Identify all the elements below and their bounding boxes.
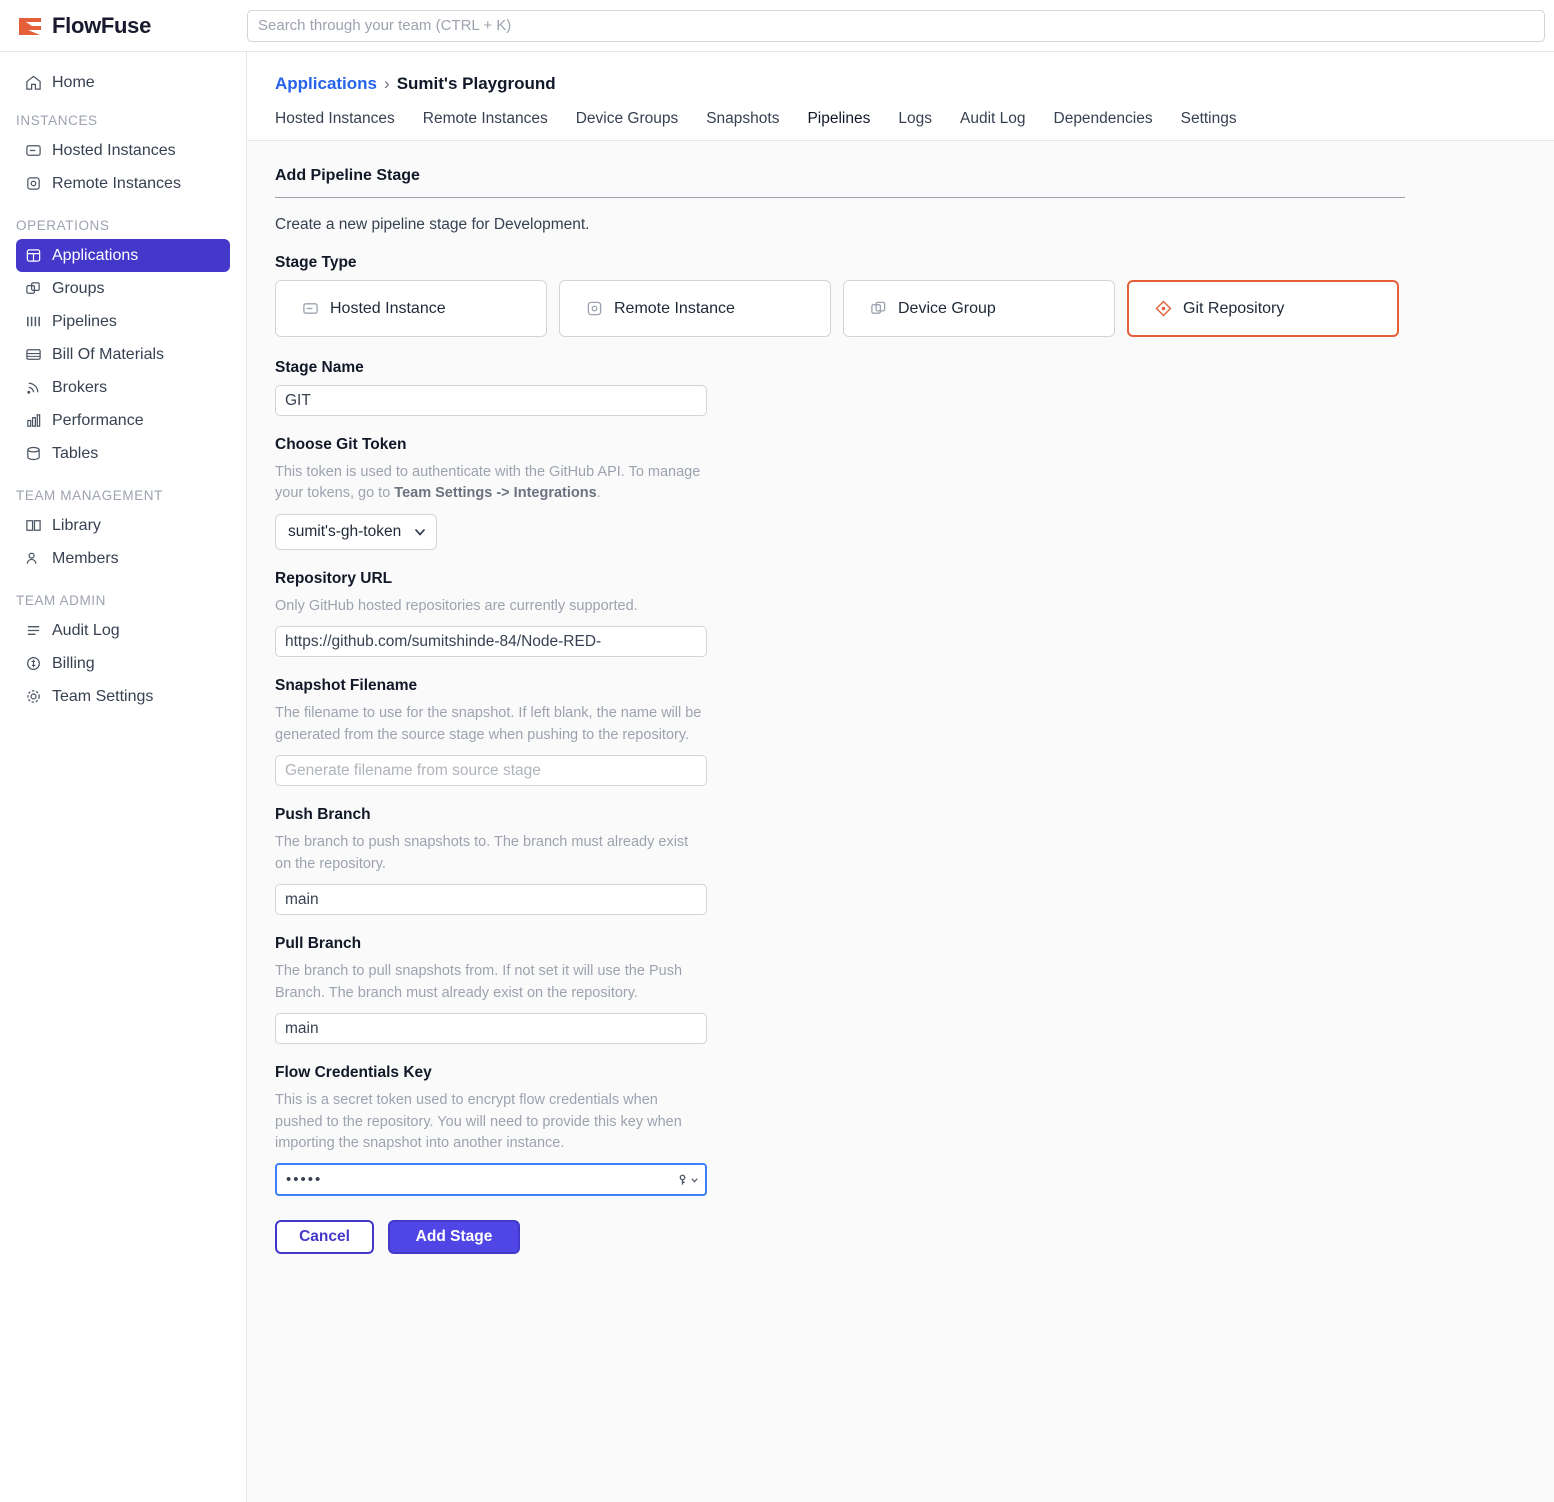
hosted-instance-icon: [302, 300, 320, 318]
body: [0, 52, 1554, 1502]
cancel-button[interactable]: Cancel: [275, 1220, 374, 1254]
sidebar-item-tables[interactable]: [16, 437, 230, 470]
flow-credentials-key-label: Flow Credentials Key: [275, 1064, 432, 1082]
main-panel: [247, 52, 1554, 1502]
sidebar-section-team-admin: TEAM ADMIN: [16, 593, 107, 608]
stage-type-options: [275, 280, 1526, 337]
sidebar-item-label: Applications: [52, 246, 139, 264]
sidebar-item-home[interactable]: [16, 66, 230, 99]
sidebar-section-instances: INSTANCES: [16, 113, 98, 128]
tab-bar: [247, 94, 1554, 141]
git-repository-icon: [1155, 300, 1173, 318]
flow-credentials-key-input-wrap: [275, 1163, 707, 1196]
applications-icon: [24, 247, 42, 265]
tab-audit-log[interactable]: Audit Log: [960, 110, 1026, 127]
tab-dependencies[interactable]: Dependencies: [1053, 110, 1153, 127]
sidebar-item-label: Performance: [52, 411, 144, 429]
groups-icon: [24, 280, 42, 298]
snapshot-filename-input[interactable]: [275, 755, 707, 786]
breadcrumb-current: Sumit's Playground: [396, 74, 556, 93]
sidebar-item-label: Tables: [52, 444, 99, 462]
title-divider: [275, 197, 1405, 198]
stage-type-hosted-instance[interactable]: [275, 280, 547, 337]
add-stage-button[interactable]: Add Stage: [388, 1220, 520, 1254]
sidebar: [0, 52, 247, 1502]
audit-log-icon: [24, 622, 42, 640]
git-token-label: Choose Git Token: [275, 436, 407, 453]
sidebar-item-label: Hosted Instances: [52, 141, 176, 159]
members-icon: [24, 550, 42, 568]
stage-type-label-text: Hosted Instance: [330, 299, 446, 317]
flow-credentials-key-help: This is a secret token used to encrypt flow credentials when pushed to the repository. You will need to provide this key when importing the snapshot into another instance.: [275, 1092, 682, 1151]
gear-icon: [24, 688, 42, 706]
git-token-help: [275, 462, 705, 505]
git-token-field: [275, 436, 1526, 550]
git-token-select[interactable]: [275, 514, 437, 550]
tab-remote-instances[interactable]: Remote Instances: [422, 110, 548, 127]
stage-type-git-repository[interactable]: [1127, 280, 1399, 337]
performance-icon: [24, 412, 42, 430]
sidebar-item-brokers[interactable]: [16, 371, 230, 404]
push-branch-field: [275, 806, 1526, 915]
pull-branch-label: Pull Branch: [275, 935, 362, 953]
push-branch-label: Push Branch: [275, 806, 371, 824]
push-branch-input[interactable]: [275, 884, 707, 915]
home-icon: [24, 74, 42, 92]
search-input[interactable]: [247, 10, 1545, 42]
tab-snapshots[interactable]: Snapshots: [706, 110, 780, 127]
git-token-help-strong: Team Settings -> Integrations: [394, 485, 597, 502]
sidebar-item-library[interactable]: [16, 509, 230, 542]
repository-url-help: Only GitHub hosted repositories are currently supported.: [275, 597, 638, 614]
remote-instance-icon: [586, 300, 604, 318]
breadcrumb-parent[interactable]: Applications: [275, 74, 378, 93]
sidebar-item-label: Home: [52, 73, 95, 91]
add-pipeline-stage-form: [247, 141, 1554, 1502]
stage-type-label-text: Device Group: [898, 299, 996, 317]
stage-type-label-text: Git Repository: [1183, 299, 1285, 317]
brokers-icon: [24, 379, 42, 397]
stage-type-device-group[interactable]: [843, 280, 1115, 337]
push-branch-help: The branch to push snapshots to. The branch must already exist on the repository.: [275, 834, 689, 872]
sidebar-item-label: Members: [52, 549, 119, 567]
device-group-icon: [870, 300, 888, 318]
breadcrumb: [247, 52, 1554, 94]
git-token-help-prefix: This token is used to authenticate with the GitHub API. To manage your tokens, go to: [275, 464, 701, 502]
sidebar-section-team-management: TEAM MANAGEMENT: [16, 488, 164, 503]
brand[interactable]: [0, 13, 247, 39]
form-actions: [275, 1220, 1526, 1284]
top-bar: [0, 0, 1554, 52]
git-token-help-suffix: .: [596, 485, 601, 502]
sidebar-item-applications[interactable]: [16, 239, 230, 272]
sidebar-item-team-settings[interactable]: [16, 680, 230, 713]
stage-type-label-text: Remote Instance: [614, 299, 735, 317]
page-title: Add Pipeline Stage: [275, 167, 420, 184]
sidebar-item-label: Groups: [52, 279, 105, 297]
stage-name-label: Stage Name: [275, 359, 364, 376]
pull-branch-input[interactable]: [275, 1013, 707, 1044]
tab-hosted-instances[interactable]: Hosted Instances: [275, 110, 395, 127]
sidebar-item-label: Pipelines: [52, 312, 117, 330]
stage-type-label: Stage Type: [275, 254, 357, 271]
hosted-instance-icon: [24, 142, 42, 160]
key-manager-icon[interactable]: [676, 1173, 699, 1186]
sidebar-item-performance[interactable]: [16, 404, 230, 437]
sidebar-item-hosted-instances[interactable]: [16, 134, 230, 167]
breadcrumb-separator: ›: [384, 74, 390, 93]
repository-url-input[interactable]: [275, 626, 707, 657]
billing-icon: [24, 655, 42, 673]
remote-instance-icon: [24, 175, 42, 193]
tab-logs[interactable]: Logs: [898, 110, 932, 127]
brand-name: FlowFuse: [52, 12, 152, 38]
tab-device-groups[interactable]: Device Groups: [575, 110, 679, 127]
sidebar-item-billing[interactable]: [16, 647, 230, 680]
search-container: [247, 10, 1554, 42]
tab-pipelines[interactable]: Pipelines: [807, 110, 871, 127]
sidebar-item-label: Billing: [52, 654, 95, 672]
snapshot-filename-field: [275, 677, 1526, 786]
tab-settings[interactable]: Settings: [1180, 110, 1237, 127]
flow-credentials-key-input[interactable]: [275, 1163, 707, 1196]
library-icon: [24, 517, 42, 535]
repository-url-label: Repository URL: [275, 569, 393, 587]
sidebar-item-label: Bill Of Materials: [52, 345, 165, 363]
sidebar-item-remote-instances[interactable]: [16, 167, 230, 200]
stage-name-field: [275, 359, 1526, 416]
pull-branch-help: The branch to pull snapshots from. If not set it will use the Push Branch. The branch must already exist on the repository.: [275, 963, 683, 1001]
snapshot-filename-label: Snapshot Filename: [275, 677, 418, 695]
repository-url-field: [275, 570, 1526, 657]
pull-branch-field: [275, 935, 1526, 1044]
sidebar-item-label: Remote Instances: [52, 174, 181, 192]
sidebar-item-label: Audit Log: [52, 621, 120, 639]
flow-credentials-key-field: [275, 1064, 1526, 1196]
sidebar-item-bill-of-materials[interactable]: [16, 338, 230, 371]
sidebar-item-pipelines[interactable]: [16, 305, 230, 338]
pipelines-icon: [24, 313, 42, 331]
sidebar-item-label: Brokers: [52, 378, 108, 396]
git-token-selected-value: sumit's-gh-token: [288, 522, 402, 540]
sidebar-item-groups[interactable]: [16, 272, 230, 305]
sidebar-item-members[interactable]: [16, 542, 230, 575]
chevron-down-icon: [413, 525, 426, 538]
tables-icon: [24, 445, 42, 463]
stage-type-remote-instance[interactable]: [559, 280, 831, 337]
snapshot-filename-help: The filename to use for the snapshot. If left blank, the name will be generated from the source stage when pushing to the repository.: [275, 705, 702, 743]
sidebar-item-label: Team Settings: [52, 687, 154, 705]
form-subtitle: Create a new pipeline stage for Development.: [275, 216, 590, 233]
bill-of-materials-icon: [24, 346, 42, 364]
stage-name-input[interactable]: [275, 385, 707, 416]
sidebar-section-operations: OPERATIONS: [16, 218, 110, 233]
flowfuse-logo-icon: [18, 15, 44, 37]
sidebar-item-audit-log[interactable]: [16, 614, 230, 647]
sidebar-item-label: Library: [52, 516, 101, 534]
